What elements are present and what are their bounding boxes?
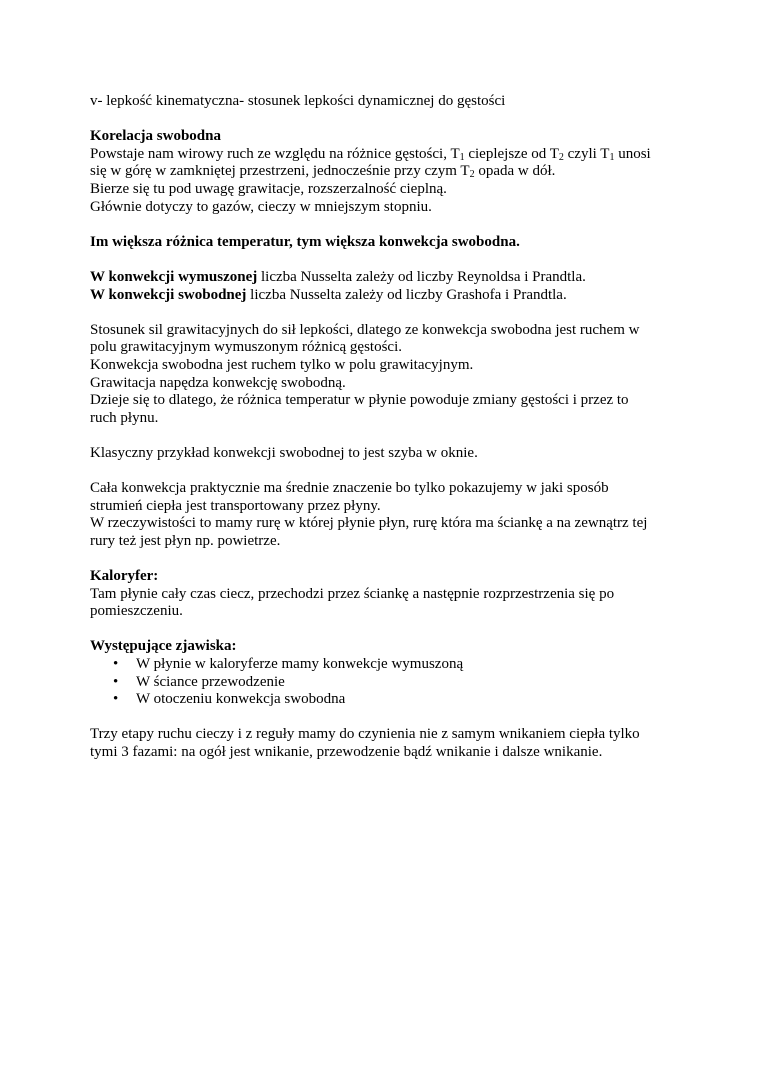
nusselt-forced: W konwekcji wymuszonej liczba Nusselta zależy od liczby Reynoldsa i Prandtla. (90, 268, 586, 285)
whole-line-3: W rzeczywistości to mamy rurę w której płynie płyn, rurę która ma ściankę a na zewnątrz tej (90, 515, 648, 532)
ratio-line-1: Stosunek sil grawitacyjnych do sił lepkości, dlatego ze konwekcja swobodna jest ruchem w (90, 321, 640, 338)
bullet-icon: • (113, 691, 119, 708)
whole-line-1: Cała konwekcja praktycznie ma średnie znaczenie bo tylko pokazujemy w jaki sposób (90, 480, 609, 497)
list-item: • W płynie w kaloryferze mamy konwekcje wymuszoną (113, 656, 464, 672)
ratio-line-5: Dzieje się to dlatego, że różnica temperatur w płynie powoduje zmiany gęstości i przez to (90, 392, 629, 409)
example-line: Klasyczny przykład konwekcji swobodnej to jest szyba w oknie. (90, 444, 478, 461)
list-item: • W otoczeniu konwekcja swobodna (113, 691, 346, 708)
stages-line-1: Trzy etapy ruchu cieczy i z reguły mamy do czynienia nie z samym wnikaniem ciepła tylko (90, 726, 640, 743)
ratio-line-3: Konwekcja swobodna jest ruchem tylko w polu grawitacyjnym. (90, 356, 474, 373)
free-line-4: Głównie dotyczy to gazów, cieczy w mniejszym stopniu. (90, 198, 432, 215)
ratio-line-2: polu grawitacyjnym wymuszonym różnicą gęstości. (90, 339, 403, 356)
ratio-line-6: ruch płynu. (90, 409, 159, 426)
nusselt-free: W konwekcji swobodnej liczba Nusselta zależy od liczby Grashofa i Prandtla. (90, 286, 567, 303)
ratio-line-4: Grawitacja napędza konwekcję swobodną. (90, 374, 346, 391)
radiator-heading: Kaloryfer: (90, 568, 159, 585)
whole-line-4: rury też jest płyn np. powietrze. (90, 532, 281, 549)
bold-statement: Im większa różnica temperatur, tym większa konwekcja swobodna. (90, 233, 520, 250)
free-heading: Korelacja swobodna (90, 128, 221, 145)
free-line-1: Powstaje nam wirowy ruch ze względu na różnice gęstości, $T_1$ cieplejsze od $T_2$ czyli $T_1$ unosi (90, 145, 651, 163)
bullet-icon: • (113, 673, 119, 690)
radiator-line-2: pomieszczeniu. (90, 603, 183, 620)
whole-line-2: strumień ciepła jest transportowany przez płyny. (90, 497, 381, 514)
stages-line-2: tymi 3 fazami: na ogół jest wnikanie, przewodzenie bądź wnikanie i dalsze wnikanie. (90, 743, 603, 760)
bullet-icon: • (113, 656, 119, 672)
document-body (90, 93, 670, 762)
list-item: • W ściance przewodzenie (113, 673, 285, 690)
phenomena-list (90, 656, 670, 709)
free-line-2: się w górę w zamkniętej przestrzeni, jednocześnie przy czym $T_2$ opada w dół. (90, 163, 556, 181)
free-line-3: Bierze się tu pod uwagę grawitacje, rozszerzalność cieplną. (90, 180, 447, 197)
radiator-line-1: Tam płynie cały czas ciecz, przechodzi przez ściankę a następnie rozprzestrzenia się po (90, 585, 615, 602)
phenomena-heading: Występujące zjawiska: (90, 638, 237, 655)
viscosity-line: v- lepkość kinematyczna- stosunek lepkości dynamicznej do gęstości (90, 93, 506, 109)
